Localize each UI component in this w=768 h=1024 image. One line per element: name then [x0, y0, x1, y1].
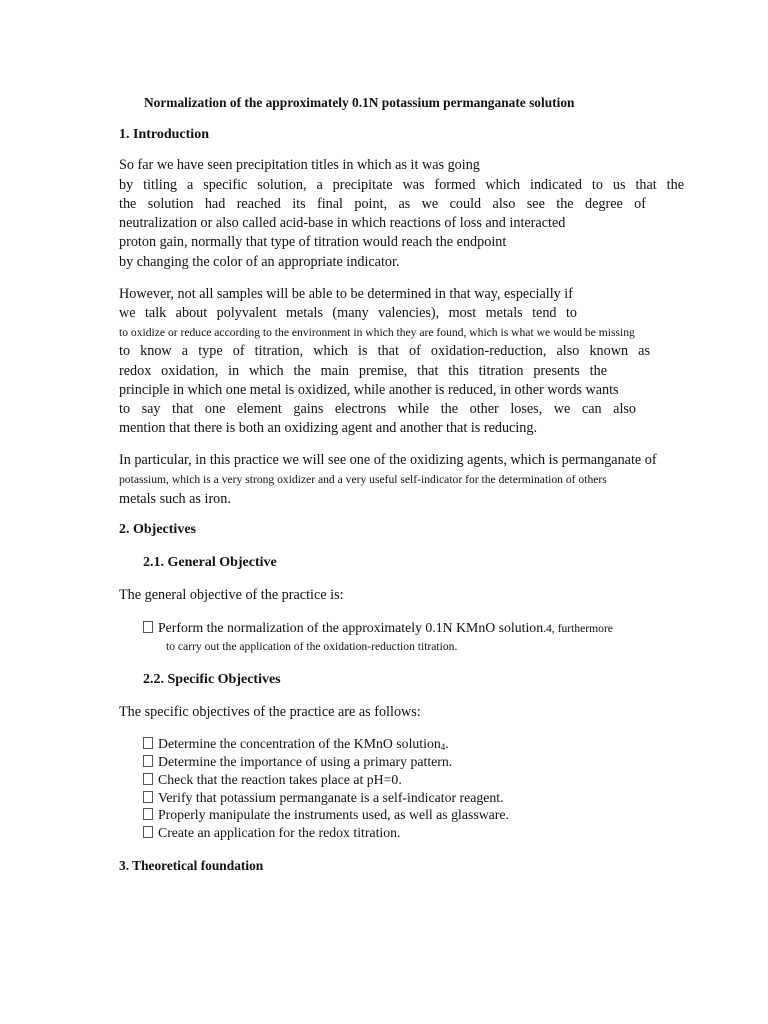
- document-title: Normalization of the approximately 0.1N potassium permanganate solution: [144, 95, 575, 110]
- bullet-box-icon: [143, 621, 153, 633]
- paragraph-line: potassium, which is a very strong oxidizer and a very useful self-indicator for the determination of others: [119, 473, 607, 486]
- bullet-item: Determine the concentration of the KMnO solution4.: [143, 735, 449, 757]
- subsection-heading-specific: 2.2. Specific Objectives: [143, 672, 281, 687]
- section-heading-introduction: 1. Introduction: [119, 127, 209, 142]
- paragraph-line: metals such as iron.: [119, 491, 231, 507]
- paragraph-line: proton gain, normally that type of titration would reach the endpoint: [119, 234, 507, 250]
- bullet-box-icon: [143, 826, 153, 838]
- bullet-item: Create an application for the redox titration.: [143, 824, 401, 842]
- paragraph-line: In particular, in this practice we will see one of the oxidizing agents, which is permanganate of: [119, 452, 657, 468]
- bullet-box-icon: [143, 791, 153, 803]
- general-objective-intro: The general objective of the practice is:: [119, 587, 344, 603]
- paragraph-line: we talk about polyvalent metals (many valencies), most metals tend to: [119, 305, 577, 321]
- bullet-item: Properly manipulate the instruments used, as well as glassware.: [143, 806, 509, 824]
- bullet-item: Check that the reaction takes place at pH=0.: [143, 771, 402, 789]
- bullet-box-icon: [143, 755, 153, 767]
- paragraph-line: neutralization or also called acid-base in which reactions of loss and interacted: [119, 215, 566, 231]
- paragraph-line: by titling a specific solution, a precipitate was formed which indicated to us that the: [119, 177, 684, 193]
- bullet-item: Perform the normalization of the approximately 0.1N KMnO solution.4, furthermore: [143, 619, 613, 638]
- section-heading-objectives: 2. Objectives: [119, 522, 196, 537]
- bullet-box-icon: [143, 737, 153, 749]
- bullet-item: Verify that potassium permanganate is a self-indicator reagent.: [143, 789, 504, 807]
- bullet-item-continuation: to carry out the application of the oxidation-reduction titration.: [166, 640, 458, 653]
- paragraph-line: to oxidize or reduce according to the environment in which they are found, which is what we would be missing: [119, 326, 635, 339]
- paragraph-line: So far we have seen precipitation titles in which as it was going: [119, 157, 480, 173]
- bullet-box-icon: [143, 773, 153, 785]
- specific-objectives-intro: The specific objectives of the practice are as follows:: [119, 704, 421, 720]
- paragraph-line: by changing the color of an appropriate indicator.: [119, 254, 400, 270]
- subsection-heading-general: 2.1. General Objective: [143, 555, 277, 570]
- paragraph-line: mention that there is both an oxidizing agent and another that is reducing.: [119, 420, 538, 436]
- paragraph-line: the solution had reached its final point, as we could also see the degree of: [119, 196, 646, 212]
- bullet-box-icon: [143, 808, 153, 820]
- paragraph-line: However, not all samples will be able to be determined in that way, especially if: [119, 286, 573, 302]
- bullet-item: Determine the importance of using a primary pattern.: [143, 753, 452, 771]
- section-heading-theoretical-foundation: 3. Theoretical foundation: [119, 858, 264, 873]
- paragraph-line: redox oxidation, in which the main premise, that this titration presents the: [119, 363, 607, 379]
- paragraph-line: principle in which one metal is oxidized, while another is reduced, in other words wants: [119, 382, 619, 398]
- paragraph-line: to say that one element gains electrons while the other loses, we can also: [119, 401, 636, 417]
- paragraph-line: to know a type of titration, which is that of oxidation-reduction, also known as: [119, 343, 650, 359]
